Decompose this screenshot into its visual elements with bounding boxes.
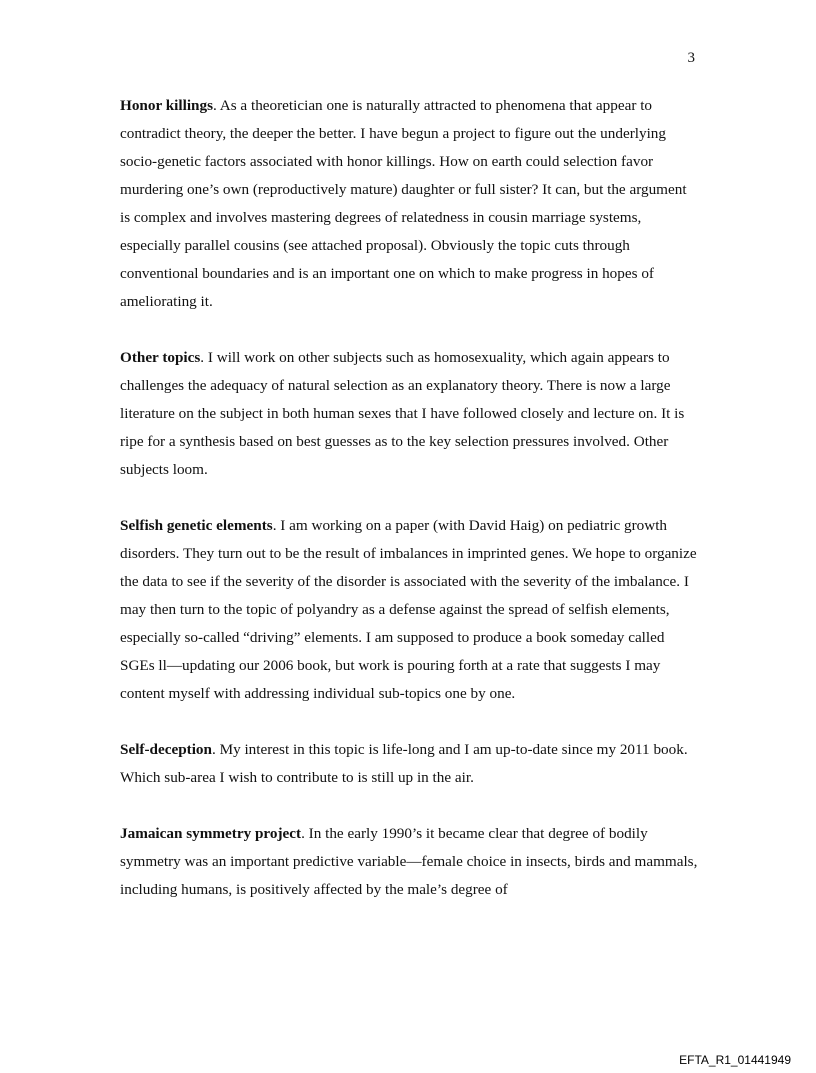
document-id-stamp: EFTA_R1_01441949 — [679, 1053, 791, 1067]
section-heading: Honor killings — [120, 97, 213, 114]
section-selfish-genetic-elements — [120, 512, 700, 708]
section-heading: Jamaican symmetry project — [120, 825, 302, 842]
section-text: . I will work on other subjects such as homosexuality, which again appears to challenges the adequacy of natural selection as an explanatory theory. There is now a large literature on the subject in both human sexes that I have followed closely and lecture on. It is ripe for a synthesis based on best guesses as to the key selection pressures involved. Other subjects loom. — [120, 349, 685, 478]
section-heading: Self-deception — [120, 741, 212, 758]
section-text: . As a theoretician one is naturally attracted to phenomena that appear to contradict theory, the deeper the better. I have begun a project to figure out the underlying socio-genetic factors associated with honor killings. How on earth could selection favor murdering one’s own (reproductively mature) daughter or full sister? It can, but the argument is complex and involves mastering degrees of relatedness in cousin marriage systems, especially parallel cousins (see attached proposal). Obviously the topic cuts through conventional boundaries and is an important one on which to make progress in hopes of ameliorating it. — [120, 97, 687, 310]
document-body — [120, 92, 700, 932]
section-honor-killings — [120, 92, 700, 316]
section-other-topics — [120, 344, 700, 484]
section-text: . My interest in this topic is life-long and I am up-to-date since my 2011 book. Which sub-area I wish to contribute to is still up in the air. — [120, 741, 688, 786]
section-text: . In the early 1990’s it became clear that degree of bodily symmetry was an important predictive variable—female choice in insects, birds and mammals, including humans, is positively affected by the male’s degree of — [120, 825, 698, 898]
page-number: 3 — [687, 50, 695, 66]
section-self-deception — [120, 736, 700, 792]
section-text: . I am working on a paper (with David Haig) on pediatric growth disorders. They turn out to be the result of imbalances in imprinted genes. We hope to organize the data to see if the severity of the disorder is associated with the severity of the imbalance. I may then turn to the topic of polyandry as a defense against the spread of selfish elements, especially so-called “driving” elements. I am supposed to produce a book someday called SGEs ll—updating our 2006 book, but work is pouring forth at a rate that suggests I may content myself with addressing individual sub-topics one by one. — [120, 517, 697, 702]
section-heading: Other topics — [120, 349, 201, 366]
section-jamaican-symmetry-project — [120, 820, 700, 904]
section-heading: Selfish genetic elements — [120, 517, 273, 534]
